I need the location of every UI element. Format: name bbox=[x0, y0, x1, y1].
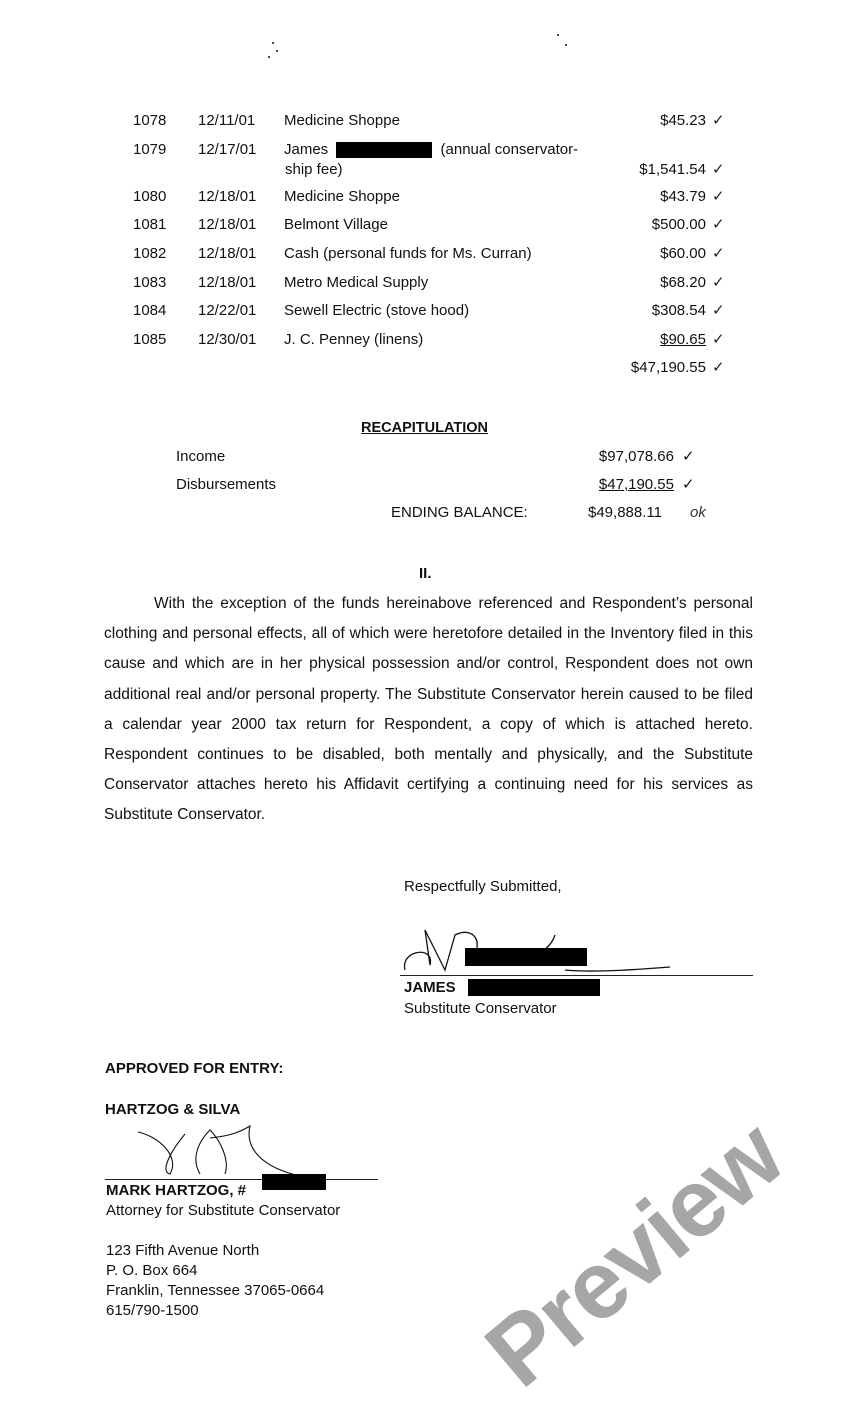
check-mark-icon: ✓ bbox=[682, 448, 695, 465]
ledger-row bbox=[0, 141, 853, 181]
preview-watermark: Preview bbox=[466, 1101, 803, 1407]
section-paragraph: With the exception of the funds hereinabove referenced and Respondent’s personal clothing and personal effects, all of which were heretofore detailed in the Inventory filed in this cause and which are in her physical possession and/or control, Respondent does not own additional real and/or personal property. The Substitute Conservator herein caused to be filed a calendar year 2000 tax return for Respondent, a copy of which is attached hereto. Respondent continues to be disabled, both mentally and physically, and the Substitute Conservator attaches hereto his Affidavit certifying a continuing need for his services as Substitute Conservator. bbox=[104, 595, 753, 824]
payee: Cash (personal funds for Ms. Curran) bbox=[284, 245, 532, 262]
scan-speck bbox=[268, 56, 270, 58]
check-mark-icon: ✓ bbox=[712, 161, 725, 178]
amount: $500.00 bbox=[651, 216, 706, 233]
check-number: 1083 bbox=[133, 274, 167, 291]
amount: $90.65 bbox=[660, 331, 706, 348]
ending-balance-label: ENDING BALANCE: bbox=[391, 504, 528, 521]
income-label: Income bbox=[176, 448, 226, 465]
recap-title: RECAPITULATION bbox=[361, 420, 489, 436]
ledger-row bbox=[0, 112, 853, 134]
amount: $45.23 bbox=[660, 112, 706, 129]
address-line: 123 Fifth Avenue North bbox=[106, 1242, 260, 1259]
scan-speck bbox=[276, 50, 278, 52]
payee-note: (annual conservator- bbox=[440, 141, 579, 158]
payee: Sewell Electric (stove hood) bbox=[284, 302, 470, 319]
check-mark-icon: ✓ bbox=[712, 359, 725, 376]
payee bbox=[284, 141, 578, 159]
payee: Metro Medical Supply bbox=[284, 274, 429, 291]
ledger-row bbox=[0, 302, 853, 324]
redaction-block bbox=[262, 1174, 326, 1190]
check-number: 1085 bbox=[133, 331, 167, 348]
payee: Medicine Shoppe bbox=[284, 188, 400, 205]
address-line: P. O. Box 664 bbox=[106, 1262, 198, 1279]
check-number: 1082 bbox=[133, 245, 167, 262]
ledger-row bbox=[0, 331, 853, 353]
redaction-block bbox=[465, 948, 587, 966]
ledger-row bbox=[0, 274, 853, 296]
check-mark-icon: ✓ bbox=[712, 216, 725, 233]
check-date: 12/30/01 bbox=[198, 331, 257, 348]
ledger-total: $47,190.55 bbox=[630, 359, 706, 376]
check-mark-icon: ✓ bbox=[712, 245, 725, 262]
payee: J. C. Penney (linens) bbox=[284, 331, 424, 348]
check-mark-icon: ✓ bbox=[712, 302, 725, 319]
attorney-signature-icon bbox=[130, 1122, 310, 1177]
ledger-row bbox=[0, 216, 853, 238]
redaction-block bbox=[468, 979, 600, 996]
check-mark-icon: ✓ bbox=[712, 274, 725, 291]
check-mark-icon: ✓ bbox=[712, 331, 725, 348]
ledger-total-row bbox=[0, 359, 853, 381]
check-date: 12/11/01 bbox=[198, 112, 256, 129]
redaction-block bbox=[336, 142, 432, 158]
handwritten-ok-annotation: ok bbox=[690, 504, 706, 521]
payee-first-name: James bbox=[284, 141, 329, 158]
payee: Medicine Shoppe bbox=[284, 112, 400, 129]
payee: Belmont Village bbox=[284, 216, 388, 233]
check-date: 12/17/01 bbox=[198, 141, 257, 158]
check-mark-icon: ✓ bbox=[682, 476, 695, 493]
attorney-name: MARK HARTZOG, # bbox=[106, 1182, 246, 1199]
approval-heading: APPROVED FOR ENTRY: bbox=[105, 1060, 284, 1077]
phone-number: 615/790-1500 bbox=[106, 1302, 199, 1319]
check-number: 1084 bbox=[133, 302, 167, 319]
ending-balance-value: $49,888.11 bbox=[588, 504, 662, 521]
amount: $1,541.54 bbox=[639, 161, 706, 178]
check-date: 12/18/01 bbox=[198, 216, 257, 233]
scan-speck bbox=[272, 42, 274, 44]
ledger-row bbox=[0, 188, 853, 210]
amount: $60.00 bbox=[660, 245, 706, 262]
amount: $68.20 bbox=[660, 274, 706, 291]
signer-first-name: JAMES bbox=[404, 979, 456, 996]
ledger-row bbox=[0, 245, 853, 267]
check-date: 12/18/01 bbox=[198, 188, 257, 205]
check-number: 1078 bbox=[133, 112, 167, 129]
income-value: $97,078.66 bbox=[598, 448, 674, 465]
address-line: Franklin, Tennessee 37065-0664 bbox=[106, 1282, 325, 1299]
check-number: 1081 bbox=[133, 216, 167, 233]
section-heading: II. bbox=[419, 565, 432, 582]
check-date: 12/18/01 bbox=[198, 245, 257, 262]
check-mark-icon: ✓ bbox=[712, 188, 725, 205]
signer-title: Substitute Conservator bbox=[404, 1000, 557, 1017]
check-date: 12/18/01 bbox=[198, 274, 257, 291]
check-date: 12/22/01 bbox=[198, 302, 257, 319]
check-mark-icon: ✓ bbox=[712, 112, 725, 129]
signature-line bbox=[400, 975, 753, 976]
disbursements-label: Disbursements bbox=[176, 476, 277, 493]
scan-speck bbox=[565, 44, 567, 46]
closing-text: Respectfully Submitted, bbox=[404, 878, 562, 895]
check-number: 1079 bbox=[133, 141, 167, 158]
law-firm-name: HARTZOG & SILVA bbox=[105, 1101, 241, 1118]
disbursements-value: $47,190.55 bbox=[598, 476, 674, 493]
payee-note-continued: ship fee) bbox=[285, 161, 343, 178]
amount: $308.54 bbox=[651, 302, 706, 319]
amount: $43.79 bbox=[660, 188, 706, 205]
scan-speck bbox=[557, 34, 559, 36]
attorney-title: Attorney for Substitute Conservator bbox=[106, 1202, 341, 1219]
check-number: 1080 bbox=[133, 188, 167, 205]
signature-line bbox=[105, 1179, 378, 1180]
